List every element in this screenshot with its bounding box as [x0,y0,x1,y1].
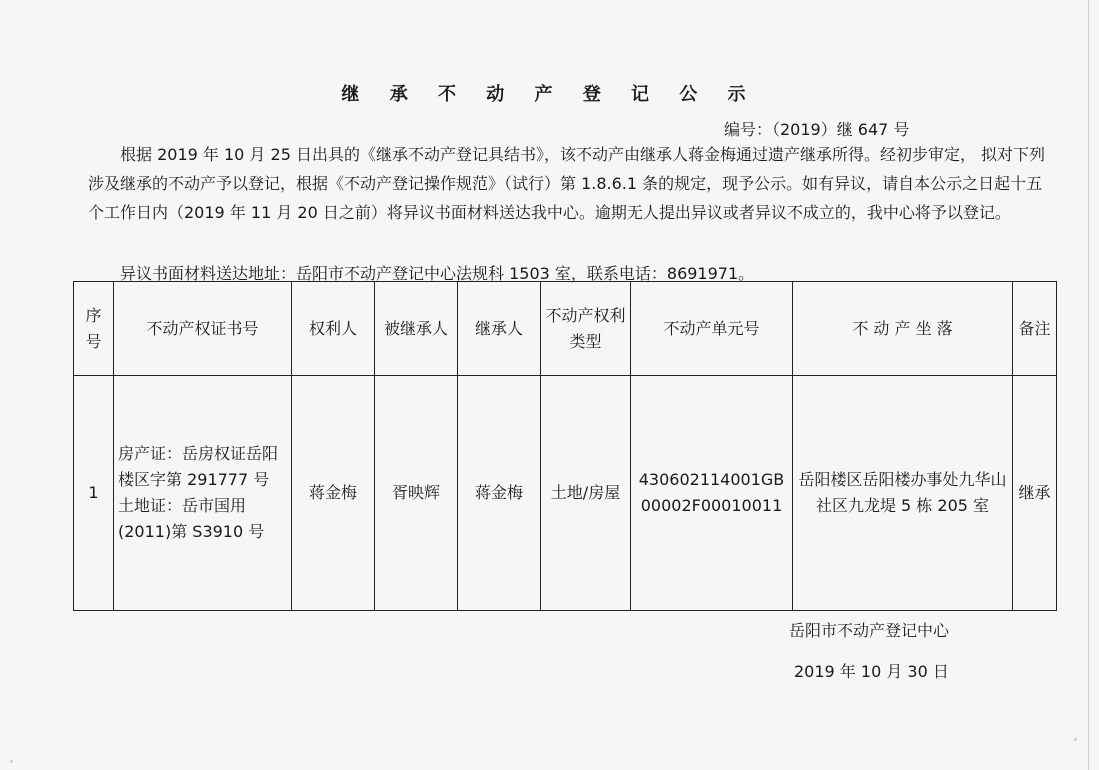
header-heir: 继承人 [458,282,541,376]
header-cert-no: 不动产权证书号 [114,282,292,376]
header-seq: 序号 [74,282,114,376]
cert-house: 房产证：岳房权证岳阳楼区字第 291777 号 [118,444,279,489]
cell-seq: 1 [74,376,114,611]
cell-heir: 蒋金梅 [458,376,541,611]
cell-right-type: 土地/房屋 [541,376,631,611]
scan-speck [1074,738,1077,741]
scan-speck [10,760,13,763]
header-decedent: 被继承人 [375,282,458,376]
cell-decedent: 胥映辉 [375,376,458,611]
notice-paragraph [88,140,1048,227]
issue-date: 2019 年 10 月 30 日 [794,662,949,681]
notice-text: 根据 2019 年 10 月 25 日出具的《继承不动产登记具结书》，该不动产由继承人蒋金梅通过遗产继承所得。经初步审定， 拟对下列涉及继承的不动产予以登记，根据《不动产登记操作规范》（试行）第 1.8.6.1 条的规定，现予公示。如有异议，请自本公示之日起十五个工作日内（2019 年 11 月 20 日之前）将异议书面材料送达我中心。逾期无人提出异议或者异议不成立的，我中心将予以登记。 [88,145,1046,222]
objection-address: 异议书面材料送达地址：岳阳市不动产登记中心法规科 1503 室，联系电话：8691971。 [120,264,755,283]
issuer-signature: 岳阳市不动产登记中心 [789,621,950,640]
scan-edge [1088,0,1089,770]
table-header-row [74,282,1057,376]
header-owner: 权利人 [292,282,375,376]
header-remark: 备注 [1013,282,1057,376]
document-number: 编号：（2019）继 647 号 [724,120,910,139]
registration-table [73,281,1057,611]
cell-cert-no [114,376,292,611]
table-row [74,376,1057,611]
header-right-type: 不动产权利类型 [541,282,631,376]
header-unit-no: 不动产单元号 [631,282,793,376]
document-title: 继 承 不 动 产 登 记 公 示 [341,84,758,105]
cert-land: 土地证：岳市国用(2011)第 S3910 号 [118,496,265,541]
cell-unit-no: 430602114001GB00002F00010011 [631,376,793,611]
cell-location: 岳阳楼区岳阳楼办事处九华山社区九龙堤 5 栋 205 室 [793,376,1013,611]
cell-remark: 继承 [1013,376,1057,611]
header-location: 不 动 产 坐 落 [793,282,1013,376]
cell-owner: 蒋金梅 [292,376,375,611]
